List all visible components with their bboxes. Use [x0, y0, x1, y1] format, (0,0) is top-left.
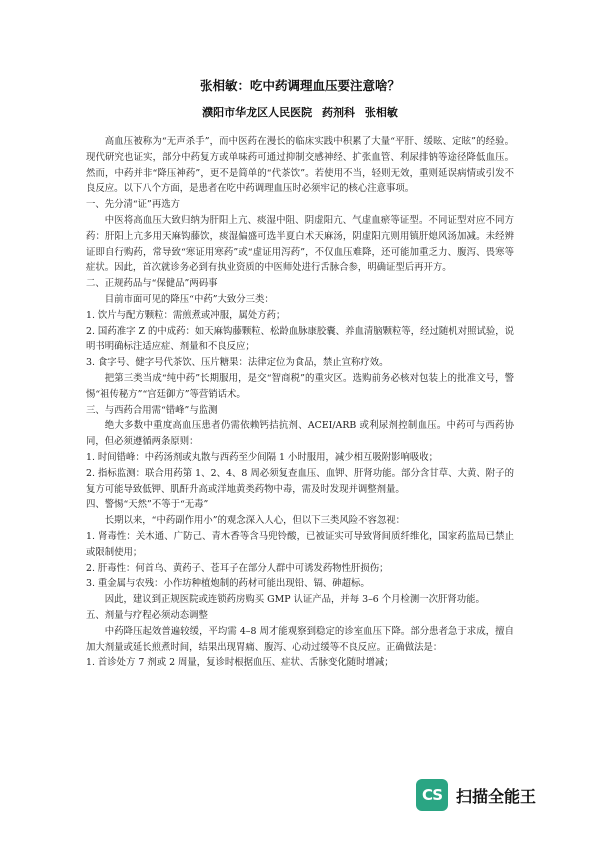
section-4-paragraph: 长期以来，“中药副作用小”的观念深入人心，但以下三类风险不容忽视： — [104, 515, 406, 527]
camscanner-watermark — [416, 779, 536, 811]
section-2-heading: 二、正规药品与“保健品”两码事 — [86, 278, 218, 290]
section-4-heading: 四、警惕“天然”不等于“无毒” — [86, 499, 209, 511]
page-title: 张相敏：吃中药调理血压要注意啥？ — [199, 78, 400, 93]
section-3-list-item-1: 1. 时间错峰：中药汤剂或丸散与西药至少间隔 1 小时服用，减少相互吸附影响吸收； — [86, 451, 438, 463]
intro-paragraph: 高血压被称为“无声杀手”，而中医药在漫长的临床实践中积累了大量“平肝、缓眩、定眩”的经验。现代研究也证实，部分中药复方或单味药可通过抑制交感神经、扩张血管、利尿排钠等途径降低血压。然而，中药并非“降压神药”，更不是简单的“代茶饮”。若使用不当，轻则无效，重则延误病情或引发不良反应。以下八个方面，是患者在吃中药调理血压时必须牢记的核心注意事项。 — [86, 136, 514, 195]
section-4-list-item-3: 3. 重金属与农残：小作坊种植炮制的药材可能出现铅、镉、砷超标。 — [86, 578, 370, 590]
section-1-paragraph: 中医将高血压大致归纳为肝阳上亢、痰湿中阻、阴虚阳亢、气虚血瘀等证型。不同证型对应不同方药：肝阳上亢多用天麻钩藤饮，痰湿偏盛可选半夏白术天麻汤，阴虚阳亢则用镇肝熄风汤加减。未经辨证即自行购药，常导致“寒证用寒药”或“虚证用泻药”，不仅血压难降，还可能加重乏力、腹泻、畏寒等症状。因此，首次就诊务必到有执业资质的中医师处进行舌脉合参，明确证型后再开方。 — [86, 214, 514, 274]
section-4-paragraph-2: 因此，建议到正规医院或连锁药房购买 GMP 认证产品，并每 3–6 个月检测一次肝肾功能。 — [104, 594, 485, 606]
section-2-list-item-3: 3. 食字号、健字号代茶饮、压片糖果：法律定位为食品，禁止宣称疗效。 — [86, 357, 389, 369]
section-5-list-item-1: 1. 首诊处方 7 剂或 2 周量，复诊时根据血压、症状、舌脉变化随时增减； — [86, 657, 394, 669]
section-4-list-item-2: 2. 肝毒性：何首乌、黄药子、苍耳子在部分人群中可诱发药物性肝损伤； — [86, 562, 389, 574]
section-2-paragraph-2: 把第三类当成“纯中药”长期服用，是交“智商税”的重灾区。选购前务必核对包装上的批准文号，警惕“祖传秘方”“宫廷御方”等营销话术。 — [86, 372, 514, 400]
section-3-paragraph: 绝大多数中重度高血压患者仍需依赖钙拮抗剂、ACEI/ARB 或利尿剂控制血压。中药可与西药协同，但必须遵循两条原则： — [86, 420, 514, 448]
section-4-list-item-1: 1. 肾毒性：关木通、广防己、青木香等含马兜铃酸，已被证实可导致肾间质纤维化，国家药监局已禁止或限制使用； — [86, 530, 514, 558]
section-3-heading: 三、与西药合用需“错峰”与监测 — [86, 404, 218, 416]
section-5-heading: 五、剂量与疗程必须动态调整 — [86, 609, 208, 621]
section-1-heading: 一、先分清“证”再选方 — [86, 199, 180, 211]
camscanner-logo-text: 扫描全能王 — [456, 786, 537, 806]
section-2-paragraph: 目前市面可见的降压“中药”大致分三类： — [104, 293, 274, 305]
document-page — [86, 76, 514, 671]
section-5-paragraph: 中药降压起效普遍较缓，平均需 4–8 周才能观察到稳定的诊室血压下降。部分患者急于求成，擅自加大剂量或延长煎煮时间，结果出现胃痛、腹泻、心动过缓等不良反应。正确做法是： — [86, 625, 514, 653]
section-3-list-item-2: 2. 指标监测：联合用药第 1、2、4、8 周必须复查血压、血钾、肝肾功能。部分含甘草、大黄、附子的复方可能导致低钾、肌酐升高或洋地黄类药物中毒，需及时发现并调整剂量。 — [86, 467, 514, 495]
section-2-list-item-2: 2. 国药准字 Z 的中成药：如天麻钩藤颗粒、松龄血脉康胶囊、养血清脑颗粒等，经过随机对照试验，说明书明确标注适应症、剂量和不良反应； — [86, 325, 514, 353]
section-2-list-item-1: 1. 饮片与配方颗粒：需煎煮或冲服，属处方药； — [86, 309, 286, 321]
author-line: 濮阳市华龙区人民医院 药剂科 张相敏 — [202, 106, 398, 119]
camscanner-logo-icon: CS — [416, 779, 448, 811]
